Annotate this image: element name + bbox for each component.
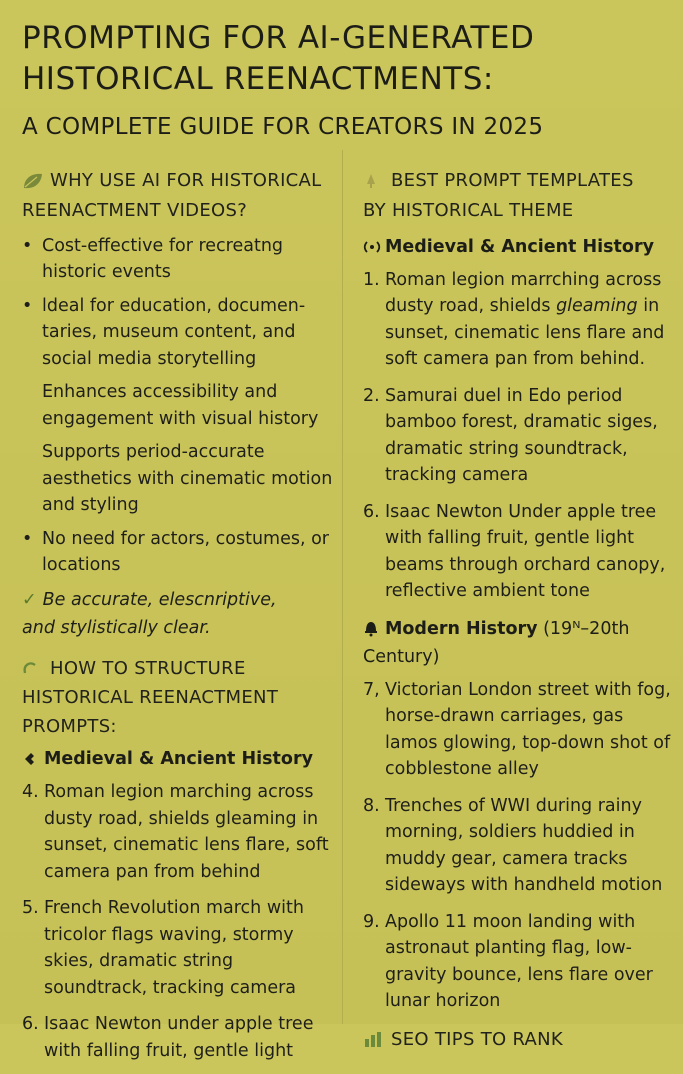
column-divider <box>342 150 343 1024</box>
item-text: Isaac Newton Under apple tree with falling fruit, gentle light beams through orchard canopy, reflective ambient tone <box>385 501 666 601</box>
item-text: Roman legion marrching across dusty road, shields <box>385 269 662 316</box>
seo-heading-label: SEO TIPS TO RANK <box>391 1028 564 1050</box>
templates-heading-line-1: BEST PROMPT TEMPLATES <box>391 170 634 191</box>
item-number: 7, <box>363 679 380 700</box>
list-item: • Cost-effective for recreatng historic events <box>22 233 334 286</box>
bar-chart-icon <box>363 1025 385 1054</box>
item-number: 8. <box>363 795 380 816</box>
templates-list-2 <box>363 677 675 1015</box>
list-item <box>363 267 675 373</box>
item-number: 5. <box>22 898 39 918</box>
page-subtitle: A COMPLETE GUIDE FOR CREATORS IN 2025 <box>22 114 544 140</box>
item-number: 1. <box>363 269 380 290</box>
templates-heading-line-2: BY HISTORICAL THEME <box>363 199 574 221</box>
sub-heading-medieval <box>22 745 334 773</box>
item-text: Roman legion marching across dusty road, shields gleaming in sunset, cinematic lens flare, soft camera pan from behind <box>44 782 329 882</box>
item-text: Trenches of WWI during rainy morning, soldiers huddied in muddy gear, camera tracks sideways with handheld motion <box>385 795 663 895</box>
list-item: Supports period-accurate aesthetics with cinematic motion and styling <box>42 442 333 515</box>
list-item <box>22 895 334 1001</box>
list-item <box>363 909 675 1015</box>
list-item: • No need for actors, costumes, or locations <box>22 526 334 579</box>
list-item: Enhances accessibility and engagement with visual history <box>42 382 319 429</box>
list-item <box>363 499 675 605</box>
list-item <box>363 383 675 489</box>
hook-icon <box>22 654 44 683</box>
list-item <box>363 677 675 783</box>
shield-icon <box>363 233 381 261</box>
how-heading-line-1: HOW TO STRUCTURE <box>50 657 246 679</box>
page-title-line-1: PROMPTING FOR AI-GENERATED <box>22 20 535 56</box>
item-text: in sunset, cinematic lens flare and soft camera pan from behind. <box>385 296 665 369</box>
title-block <box>22 18 672 142</box>
tip-note-line-1: Be accurate, elescnriptive, <box>42 589 277 610</box>
leaf-icon <box>22 167 44 196</box>
how-heading <box>22 654 334 684</box>
tip-note <box>22 586 334 642</box>
tree-icon <box>363 167 385 196</box>
item-number: 9. <box>363 911 380 932</box>
templates-heading <box>363 166 675 196</box>
page-title-line-2: HISTORICAL REENACTMENTS: <box>22 61 494 97</box>
sub-heading-dates: (19ᴺ–20th <box>543 618 630 639</box>
list-item <box>22 1011 334 1064</box>
why-heading-line-1: WHY USE AI FOR HISTORICAL <box>50 170 322 191</box>
item-text: Apollo 11 moon landing with astronaut planting flag, low-gravity bounce, lens flare over lunar horizon <box>385 911 653 1011</box>
seo-heading <box>363 1025 675 1055</box>
sub-heading-label: Modern History <box>385 618 538 639</box>
check-icon: ✓ <box>22 589 37 610</box>
how-heading-line-2: HISTORICAL REENACTMENT <box>22 687 279 708</box>
left-column <box>22 166 334 1074</box>
why-list <box>22 233 334 579</box>
why-heading-line-2: REENACTMENT VIDEOS? <box>22 199 248 221</box>
list-item <box>22 779 334 885</box>
sub-heading-label: Medieval & Ancient History <box>44 749 313 769</box>
bell-icon <box>363 615 381 643</box>
item-text: Isaac Newton under apple tree with falling fruit, gentle light <box>44 1014 314 1061</box>
item-number: 6. <box>363 501 380 522</box>
list-item: • ldeal for education, documen-taries, museum content, and social media storytelling <box>22 293 334 373</box>
item-text: French Revolution march with tricolor flags waving, stormy skies, dramatic string soundtrack, tracking camera <box>44 898 304 998</box>
why-heading <box>22 166 334 196</box>
right-column <box>363 166 675 1054</box>
list-item <box>363 793 675 899</box>
tip-note-line-2: and stylistically clear. <box>22 617 211 638</box>
item-text: Victorian London street with fog, horse-drawn carriages, gas lamos glowing, top-down shot of cobblestone alley <box>385 679 671 779</box>
item-number: 4. <box>22 782 39 802</box>
sub-heading-medieval <box>363 233 675 261</box>
item-text-emphasis: gleaming <box>556 296 638 316</box>
chevron-icon <box>22 745 40 773</box>
templates-list-1 <box>363 267 675 605</box>
item-text: Samurai duel in Edo period bamboo forest, dramatic siges, dramatic string soundtrack, tracking camera <box>385 385 658 485</box>
item-number: 2. <box>363 385 380 406</box>
sub-heading-label: Medieval & Ancient History <box>385 236 654 257</box>
how-list <box>22 779 334 1064</box>
how-heading-line-3: PROMPTS: <box>22 716 117 737</box>
sub-heading-modern <box>363 615 675 671</box>
sub-heading-dates-cont: Century) <box>363 646 440 667</box>
item-number: 6. <box>22 1014 39 1034</box>
